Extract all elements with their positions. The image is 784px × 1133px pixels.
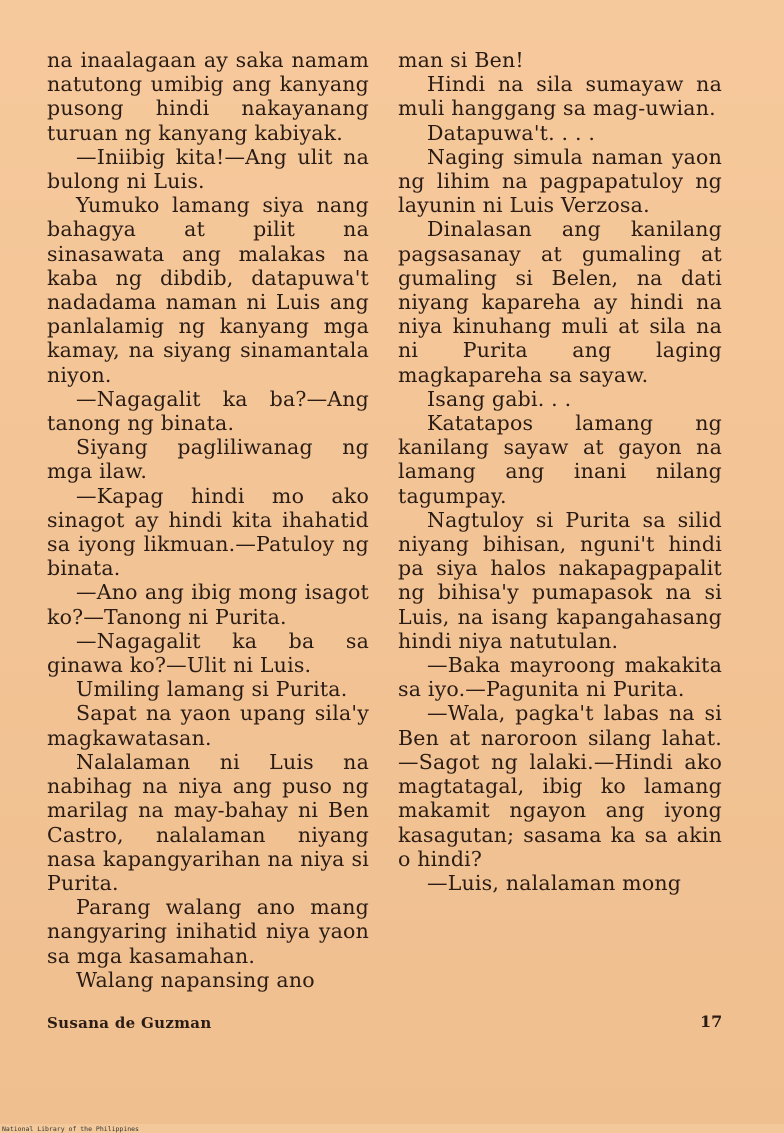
paragraph: Datapuwa't. . . . — [427, 120, 596, 145]
paragraph: Walang napansing ano — [76, 967, 315, 992]
paragraph: Naging simula naman yaon ng lihim na pagpapatuloy ng layunin ni Luis Verzosa. — [398, 144, 722, 218]
paragraph-continuation: man si Ben! — [398, 48, 524, 72]
footer-author: Susana de Guzman — [47, 1014, 212, 1032]
paragraph: —Iniibig kita!—Ang ulit na bulong ni Luis. — [47, 144, 369, 194]
paragraph: Siyang pagliliwanag ng mga ilaw. — [47, 435, 369, 484]
paragraph: —Nagagalit ka ba?—Ang tanong ng binata. — [47, 386, 369, 436]
paragraph-continuation: na inaalagaan ay saka namam natutong umibig ang kanyang pusong hindi nakayanang turuan ng kanyang kabiyak. — [47, 48, 369, 145]
page-number: 17 — [700, 1012, 723, 1031]
paragraph: —Wala, pagka't labas na si Ben at naroroon silang lahat.—Sagot ng lalaki.—Hindi ako magtatagal, ibig ko lamang makamit ngayon ang iyong kasagutan; sasama ka sa akin o hindi? — [398, 701, 722, 871]
left-text-column — [47, 48, 369, 992]
paragraph: —Ano ang ibig mong isagot ko?—Tanong ni Purita. — [47, 580, 369, 629]
paragraph: Yumuko lamang siya nang bahagya at pilit na sinasawata ang malakas na kaba ng dibdib, datapuwa't nadadama naman ni Luis ang panlalamig ng kanyang mga kamay, na siyang sinamantala niyon. — [47, 193, 369, 387]
paragraph: —Luis, nalalaman mong — [427, 870, 682, 895]
paragraph: Hindi na sila sumayaw na muli hanggang sa mag-uwian. — [398, 72, 722, 121]
paragraph: —Kapag hindi mo ako sinagot ay hindi kita ihahatid sa iyong likmuan.—Patuloy ng binata. — [47, 483, 369, 581]
paragraph: Katatapos lamang ng kanilang sayaw at gayon na lamang ang inani nilang tagumpay. — [398, 411, 722, 508]
paragraph: —Baka mayroong makakita sa iyo.—Pagunita ni Purita. — [398, 653, 722, 702]
right-text-column — [398, 48, 722, 895]
paragraph: —Nagagalit ka ba sa ginawa ko?—Ulit ni Luis. — [47, 628, 369, 678]
paragraph: Isang gabi. . . — [427, 386, 572, 411]
paragraph: Sapat na yaon upang sila'y magkawatasan. — [47, 701, 369, 750]
paragraph: Parang walang ano mang nangyaring inihatid niya yaon sa mga kasamahan. — [47, 895, 369, 968]
paragraph: Dinalasan ang kanilang pagsasanay at gumaling at gumaling si Belen, na dati niyang kapareha ay hindi na niya kinuhang muli at sila na ni Purita ang laging magkapareha sa sayaw. — [398, 217, 722, 387]
library-credit: National Library of the Philippines — [2, 1125, 139, 1133]
paragraph: Nalalaman ni Luis na nabihag na niya ang puso ng marilag na may-bahay ni Ben Castro, nalalaman niyang nasa kapangyarihan na niya si Purita. — [47, 749, 369, 895]
paragraph: Umiling lamang si Purita. — [76, 677, 348, 702]
paragraph: Nagtuloy si Purita sa silid niyang bihisan, nguni't hindi pa siya halos nakapagpapalit ng bihisa'y pumapasok na si Luis, na isang kapangahasang hindi niya natutulan. — [398, 507, 722, 653]
